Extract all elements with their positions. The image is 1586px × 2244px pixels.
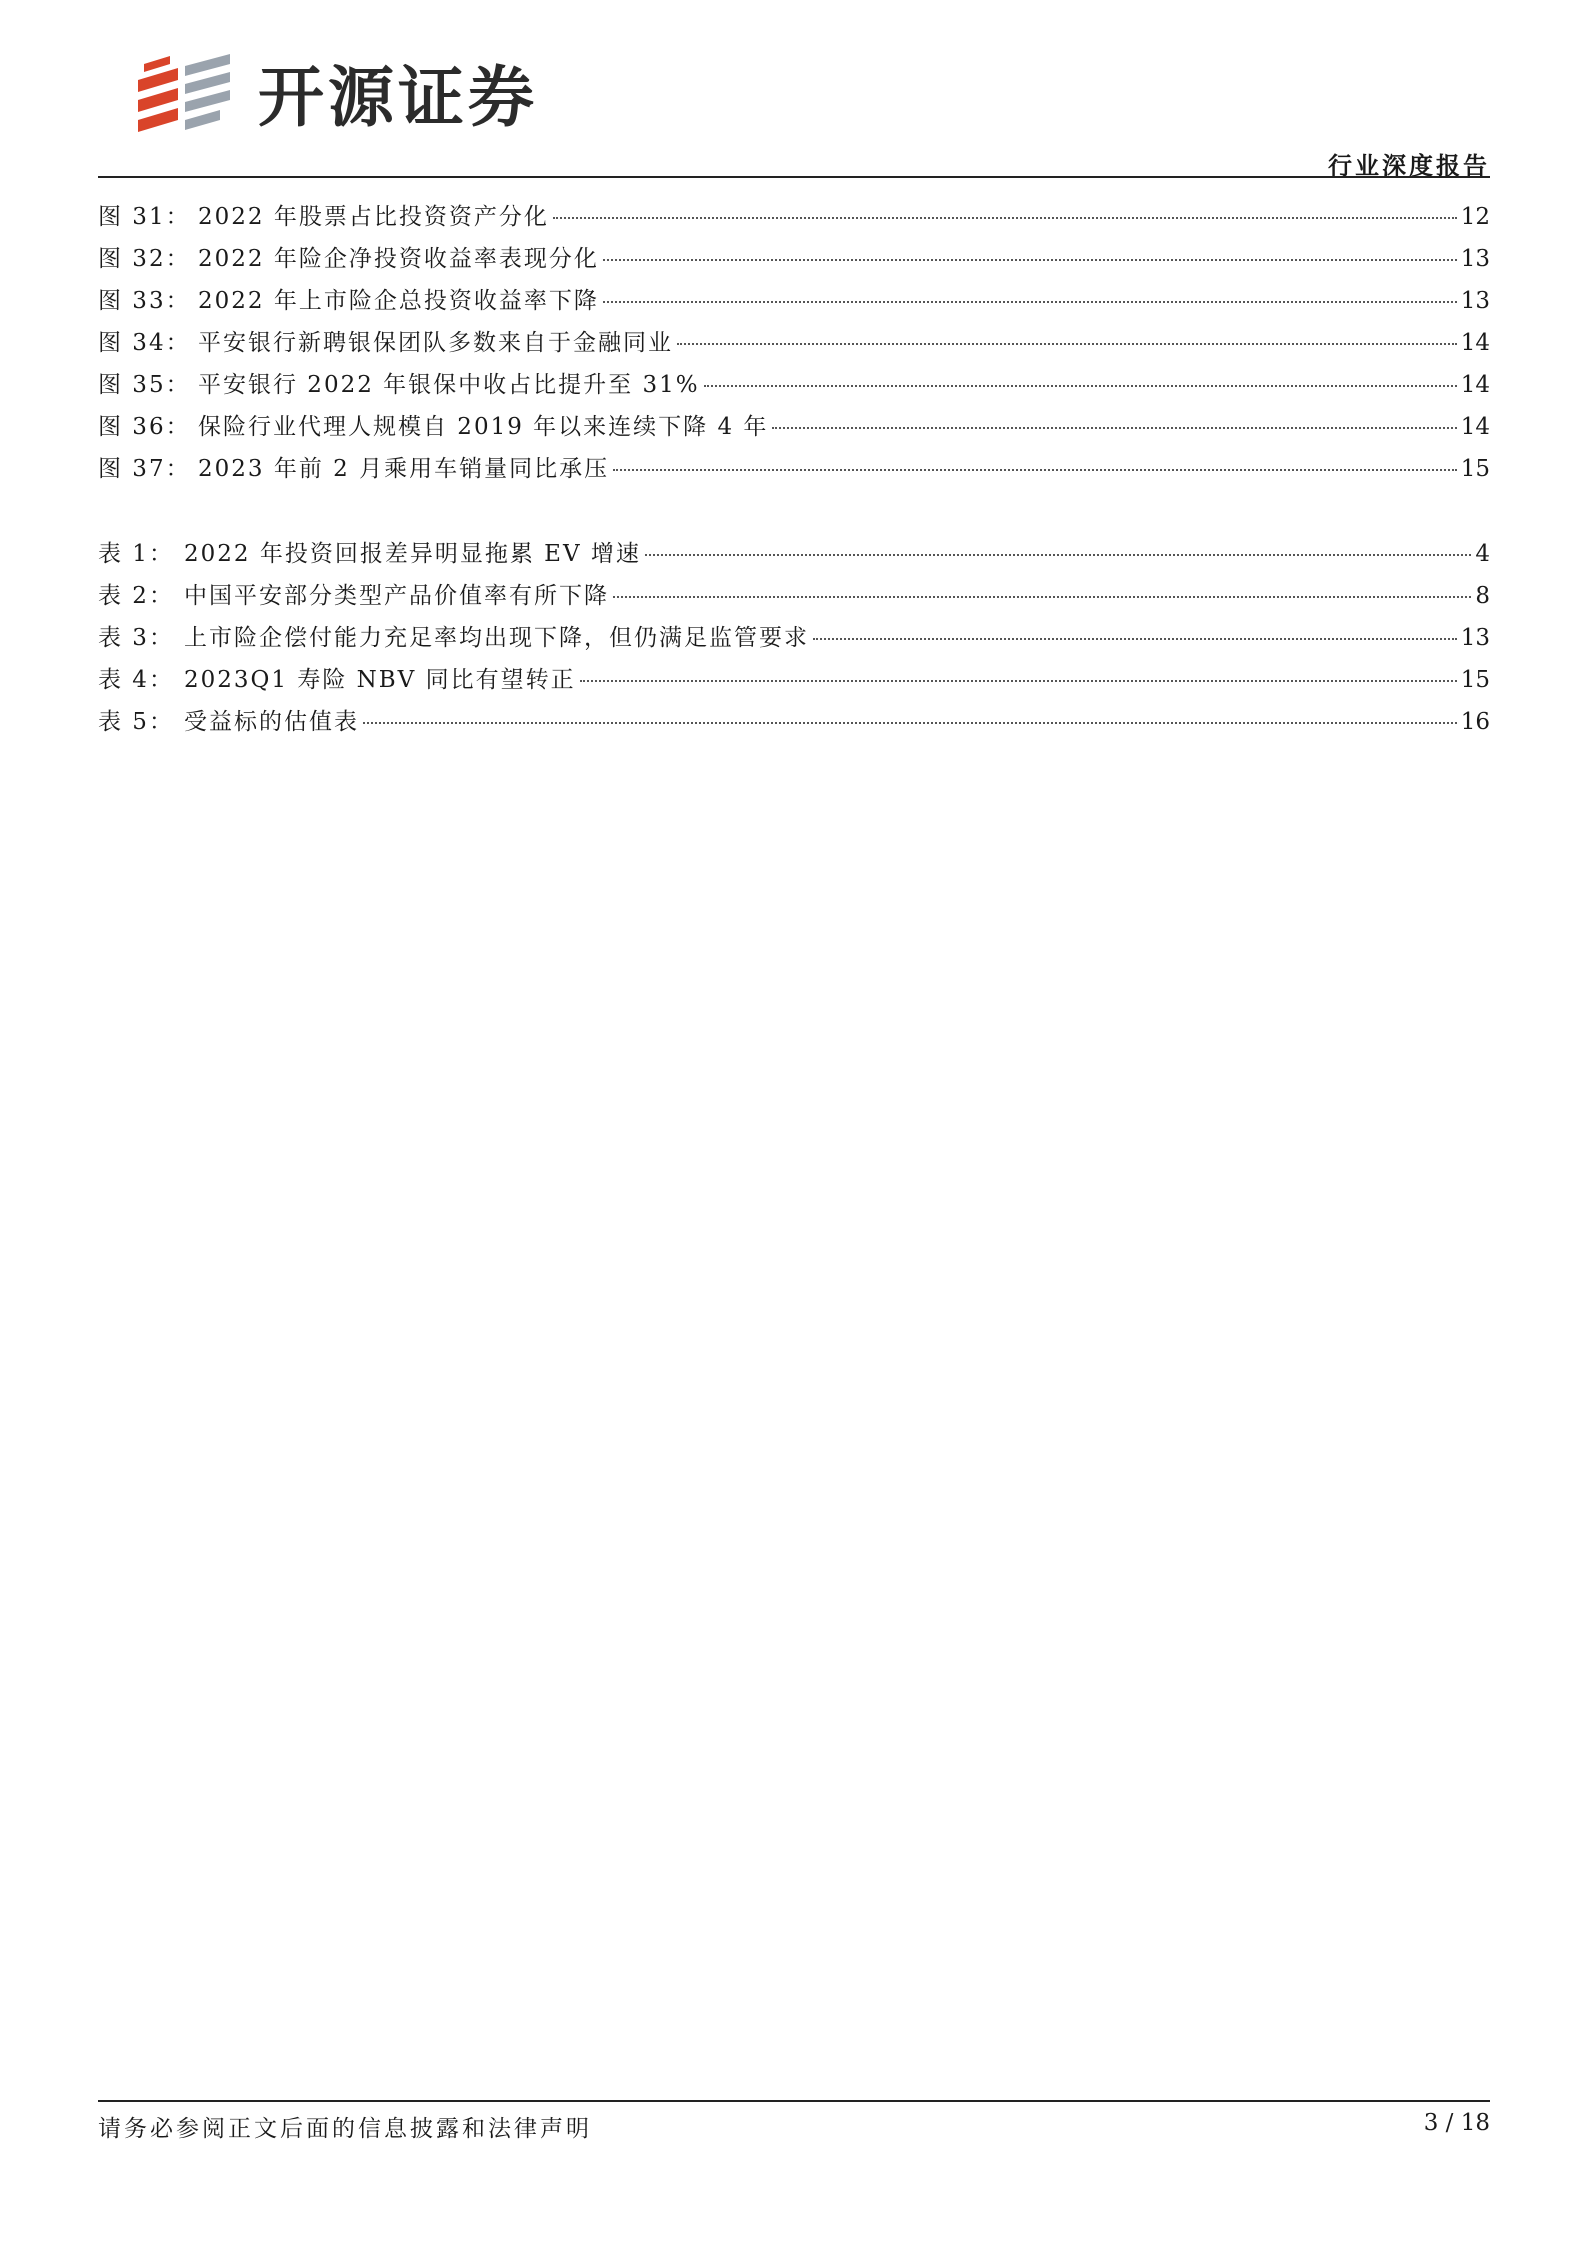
brand-name: 开源证券 <box>258 58 538 136</box>
toc-figure-32[interactable] <box>98 240 1490 282</box>
company-logo <box>130 50 538 145</box>
toc-title: 平安银行 2022 年银保中收占比提升至 31% <box>198 372 700 398</box>
toc-page-number: 14 <box>1460 414 1490 440</box>
logo-gray-stripes <box>185 54 230 130</box>
toc-label: 表 1： <box>98 541 174 567</box>
toc-label: 表 2： <box>98 583 174 609</box>
toc-leader <box>613 596 1471 598</box>
toc-figure-37[interactable] <box>98 450 1490 492</box>
toc-table-2[interactable] <box>98 577 1490 619</box>
toc-title: 受益标的估值表 <box>184 709 359 735</box>
toc-title: 上市险企偿付能力充足率均出现下降，但仍满足监管要求 <box>184 625 809 651</box>
toc-label: 表 4： <box>98 667 174 693</box>
toc-title: 2023 年前 2 月乘用车销量同比承压 <box>198 456 610 482</box>
toc-page-number: 8 <box>1475 583 1490 609</box>
toc-figure-35[interactable] <box>98 366 1490 408</box>
figure-index <box>98 198 1490 492</box>
toc-page-number: 13 <box>1460 246 1490 272</box>
toc-title: 保险行业代理人规模自 2019 年以来连续下降 4 年 <box>198 414 769 440</box>
logo-mark-icon <box>130 50 240 145</box>
toc-page-number: 4 <box>1475 541 1490 567</box>
toc-page-number: 16 <box>1460 709 1490 735</box>
toc-page-number: 13 <box>1460 288 1490 314</box>
toc-title: 2022 年上市险企总投资收益率下降 <box>198 288 599 314</box>
toc-title: 2022 年投资回报差异明显拖累 EV 增速 <box>184 541 641 567</box>
toc-title: 2022 年险企净投资收益率表现分化 <box>198 246 599 272</box>
toc-label: 图 37： <box>98 456 191 482</box>
toc-figure-31[interactable] <box>98 198 1490 240</box>
toc-figure-33[interactable] <box>98 282 1490 324</box>
toc-label: 图 33： <box>98 288 191 314</box>
toc-label: 图 34： <box>98 330 191 356</box>
page-number: 3 / 18 <box>1423 2110 1490 2136</box>
toc-leader <box>813 638 1457 640</box>
toc-leader <box>677 343 1457 345</box>
toc-title: 平安银行新聘银保团队多数来自于金融同业 <box>198 330 673 356</box>
toc-page-number: 13 <box>1460 625 1490 651</box>
toc-figure-36[interactable] <box>98 408 1490 450</box>
toc-leader <box>603 301 1457 303</box>
report-type: 行业深度报告 <box>1328 152 1490 180</box>
toc-table-3[interactable] <box>98 619 1490 661</box>
toc-label: 表 5： <box>98 709 174 735</box>
toc-label: 图 31： <box>98 204 191 230</box>
toc-leader <box>580 680 1457 682</box>
toc-title: 2022 年股票占比投资资产分化 <box>198 204 549 230</box>
toc-label: 图 35： <box>98 372 191 398</box>
toc-page-number: 12 <box>1460 204 1490 230</box>
toc-page-number: 14 <box>1460 372 1490 398</box>
toc-label: 图 36： <box>98 414 191 440</box>
toc-table-4[interactable] <box>98 661 1490 703</box>
legal-disclaimer: 请务必参阅正文后面的信息披露和法律声明 <box>98 2116 592 2142</box>
toc-page-number: 15 <box>1460 456 1490 482</box>
toc-title: 2023Q1 寿险 NBV 同比有望转正 <box>184 667 576 693</box>
toc-figure-34[interactable] <box>98 324 1490 366</box>
toc-leader <box>363 722 1457 724</box>
toc-label: 表 3： <box>98 625 174 651</box>
footer-divider <box>98 2100 1490 2102</box>
toc-table-5[interactable] <box>98 703 1490 745</box>
toc-leader <box>645 554 1471 556</box>
toc-leader <box>553 217 1457 219</box>
toc-leader <box>704 385 1457 387</box>
toc-leader <box>603 259 1457 261</box>
toc-page-number: 14 <box>1460 330 1490 356</box>
header-divider <box>98 176 1490 178</box>
toc-leader <box>772 427 1456 429</box>
toc-table-1[interactable] <box>98 535 1490 577</box>
toc-page-number: 15 <box>1460 667 1490 693</box>
logo-red-stripes <box>138 56 178 132</box>
table-index <box>98 535 1490 745</box>
toc-leader <box>613 469 1457 471</box>
toc-label: 图 32： <box>98 246 191 272</box>
toc-title: 中国平安部分类型产品价值率有所下降 <box>184 583 609 609</box>
page-footer <box>98 2110 1490 2143</box>
